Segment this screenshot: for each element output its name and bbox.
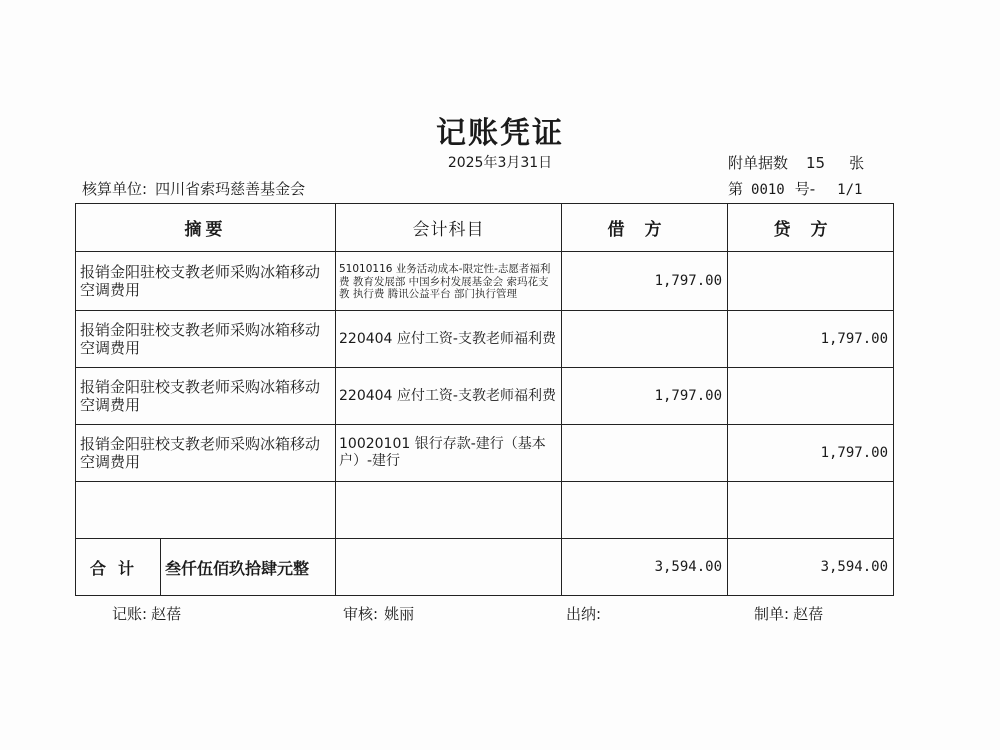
attachment-label: 附单据数 [728, 154, 789, 172]
row-summary: 报销金阳驻校支教老师采购冰箱移动空调费用 [76, 425, 336, 482]
total-account-blank [336, 539, 562, 596]
reviewer-name: 姚丽 [384, 605, 415, 623]
table-row [76, 482, 894, 539]
attachment-count: 15 [806, 154, 826, 172]
header-debit: 借方 [562, 204, 728, 252]
bookkeeper-name: 赵蓓 [151, 605, 182, 623]
row-credit [728, 482, 894, 539]
row-debit [562, 482, 728, 539]
row-debit [562, 311, 728, 368]
voucher-number-prefix: 第 [728, 180, 744, 198]
header-account: 会计科目 [336, 204, 562, 252]
total-debit: 3,594.00 [562, 539, 728, 596]
header-credit: 贷方 [728, 204, 894, 252]
voucher-number: 0010 [751, 182, 785, 198]
accounting-unit [82, 178, 305, 199]
row-debit: 1,797.00 [562, 368, 728, 425]
total-row [76, 539, 894, 596]
attachment-info [728, 152, 864, 173]
table-row [76, 368, 894, 425]
voucher-date: 2025年3月31日 [447, 155, 553, 171]
total-cell [76, 539, 336, 596]
row-account: 220404 应付工资-支教老师福利费 [336, 311, 562, 368]
row-summary: 报销金阳驻校支教老师采购冰箱移动空调费用 [76, 368, 336, 425]
row-summary [76, 482, 336, 539]
bookkeeper-signature [112, 603, 181, 624]
table-row [76, 311, 894, 368]
table-header-row [76, 204, 894, 252]
voucher-page: 1/1 [837, 182, 863, 198]
row-summary: 报销金阳驻校支教老师采购冰箱移动空调费用 [76, 252, 336, 311]
cashier-label: 出纳: [566, 605, 602, 623]
row-debit: 1,797.00 [562, 252, 728, 311]
voucher-title: 记账凭证 [436, 116, 564, 151]
row-credit [728, 368, 894, 425]
total-credit: 3,594.00 [728, 539, 894, 596]
preparer-label: 制单: [754, 605, 790, 623]
row-account: 220404 应付工资-支教老师福利费 [336, 368, 562, 425]
bookkeeper-label: 记账: [112, 605, 148, 623]
accounting-unit-name: 四川省索玛慈善基金会 [155, 180, 306, 198]
accounting-unit-label: 核算单位: [82, 180, 148, 198]
row-account [336, 482, 562, 539]
row-credit [728, 252, 894, 311]
table-row [76, 252, 894, 311]
row-account: 10020101 银行存款-建行（基本户）-建行 [336, 425, 562, 482]
preparer-name: 赵蓓 [793, 605, 824, 623]
table-row [76, 425, 894, 482]
voucher-table [75, 203, 894, 596]
row-summary: 报销金阳驻校支教老师采购冰箱移动空调费用 [76, 311, 336, 368]
voucher-number-suffix: 号- [794, 180, 816, 198]
row-account: 51010116 业务活动成本-限定性-志愿者福利费 教育发展部 中国乡村发展基金会 索玛花支教 执行费 腾讯公益平台 部门执行管理 [336, 252, 562, 311]
voucher-number-line [728, 178, 862, 199]
row-debit [562, 425, 728, 482]
reviewer-label: 审核: [343, 605, 379, 623]
preparer-signature [754, 603, 823, 624]
row-credit: 1,797.00 [728, 425, 894, 482]
total-label: 合计 [76, 539, 161, 595]
reviewer-signature [343, 603, 414, 624]
row-credit: 1,797.00 [728, 311, 894, 368]
header-summary: 摘要 [76, 204, 336, 252]
cashier-signature [566, 603, 601, 624]
attachment-unit: 张 [849, 154, 865, 172]
total-amount-in-words: 叁仟伍佰玖拾肆元整 [165, 558, 310, 578]
